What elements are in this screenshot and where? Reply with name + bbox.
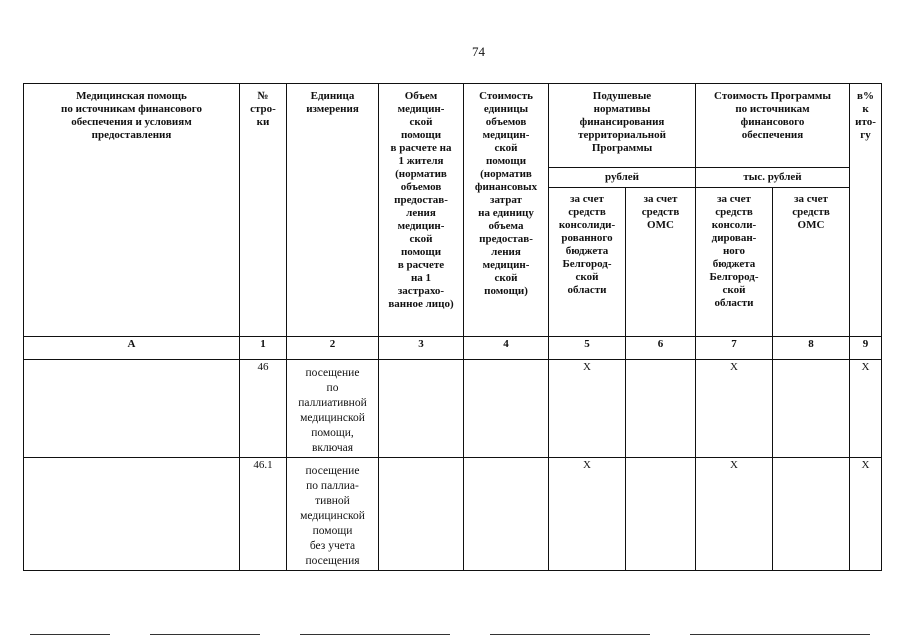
scan-edge-lines (0, 634, 905, 640)
header-line-number: № стро- ки (240, 84, 287, 337)
row-unit: посещение по паллиа- тивной медицинской помощи без учета посещения (287, 458, 379, 571)
row-line-number: 46.1 (240, 458, 287, 571)
scan-line (690, 634, 870, 635)
table-row (24, 360, 882, 458)
column-number: 6 (626, 337, 696, 360)
row-oms-rub (626, 458, 696, 571)
header-program-cost: Стоимость Программы по источникам финансового обеспечения (696, 84, 850, 168)
row-volume (379, 458, 464, 571)
row-unit-cost (464, 360, 549, 458)
row-regional-budget-thous: X (696, 360, 773, 458)
column-number: 9 (850, 337, 882, 360)
header-per-capita-norms: Подушевые нормативы финансирования территориальной Программы (549, 84, 696, 168)
row-oms-thous (773, 360, 850, 458)
header-unit-cost: Стоимость единицы объемов медицин- ской помощи (норматив финансовых затрат на единицу объема предостав- ления медицин- ской помощи) (464, 84, 549, 337)
header-oms-rub: за счет средств ОМС (626, 188, 696, 337)
header-volume: Объем медицин- ской помощи в расчете на 1 жителя (норматив объемов предостав- ления медицин- ской помощи в расчете на 1 застрахо- ванное лицо) (379, 84, 464, 337)
column-number: А (24, 337, 240, 360)
header-unit-thousand-rubles: тыс. рублей (696, 168, 850, 188)
header-unit: Единица измерения (287, 84, 379, 337)
header-regional-budget-thous: за счет средств консоли- дирован- ного бюджета Белгород- ской области (696, 188, 773, 337)
scan-line (300, 634, 450, 635)
row-regional-budget-thous: X (696, 458, 773, 571)
header-row (24, 84, 882, 168)
row-volume (379, 360, 464, 458)
row-unit-cost (464, 458, 549, 571)
financing-table (23, 83, 882, 571)
row-oms-rub (626, 360, 696, 458)
row-line-number: 46 (240, 360, 287, 458)
column-number: 4 (464, 337, 549, 360)
page-number: 74 (472, 44, 485, 59)
scan-line (490, 634, 650, 635)
row-percent-of-total: X (850, 458, 882, 571)
row-regional-budget-rub: X (549, 360, 626, 458)
row-unit: посещение по паллиативной медицинской помощи, включая (287, 360, 379, 458)
header-unit-rubles: рублей (549, 168, 696, 188)
row-category (24, 360, 240, 458)
row-category (24, 458, 240, 571)
column-number: 2 (287, 337, 379, 360)
header-oms-thous: за счет средств ОМС (773, 188, 850, 337)
scan-line (30, 634, 110, 635)
column-number: 7 (696, 337, 773, 360)
column-number: 8 (773, 337, 850, 360)
column-number: 1 (240, 337, 287, 360)
row-oms-thous (773, 458, 850, 571)
column-number: 5 (549, 337, 626, 360)
header-percent-of-total: в% к ито- гу (850, 84, 882, 337)
scan-line (150, 634, 260, 635)
row-regional-budget-rub: X (549, 458, 626, 571)
column-number: 3 (379, 337, 464, 360)
header-regional-budget-rub: за счет средств консолиди- рованного бюджета Белгород- ской области (549, 188, 626, 337)
header-medical-care: Медицинская помощь по источникам финансового обеспечения и условиям предоставления (24, 84, 240, 337)
row-percent-of-total: X (850, 360, 882, 458)
column-number-row (24, 337, 882, 360)
table-row (24, 458, 882, 571)
